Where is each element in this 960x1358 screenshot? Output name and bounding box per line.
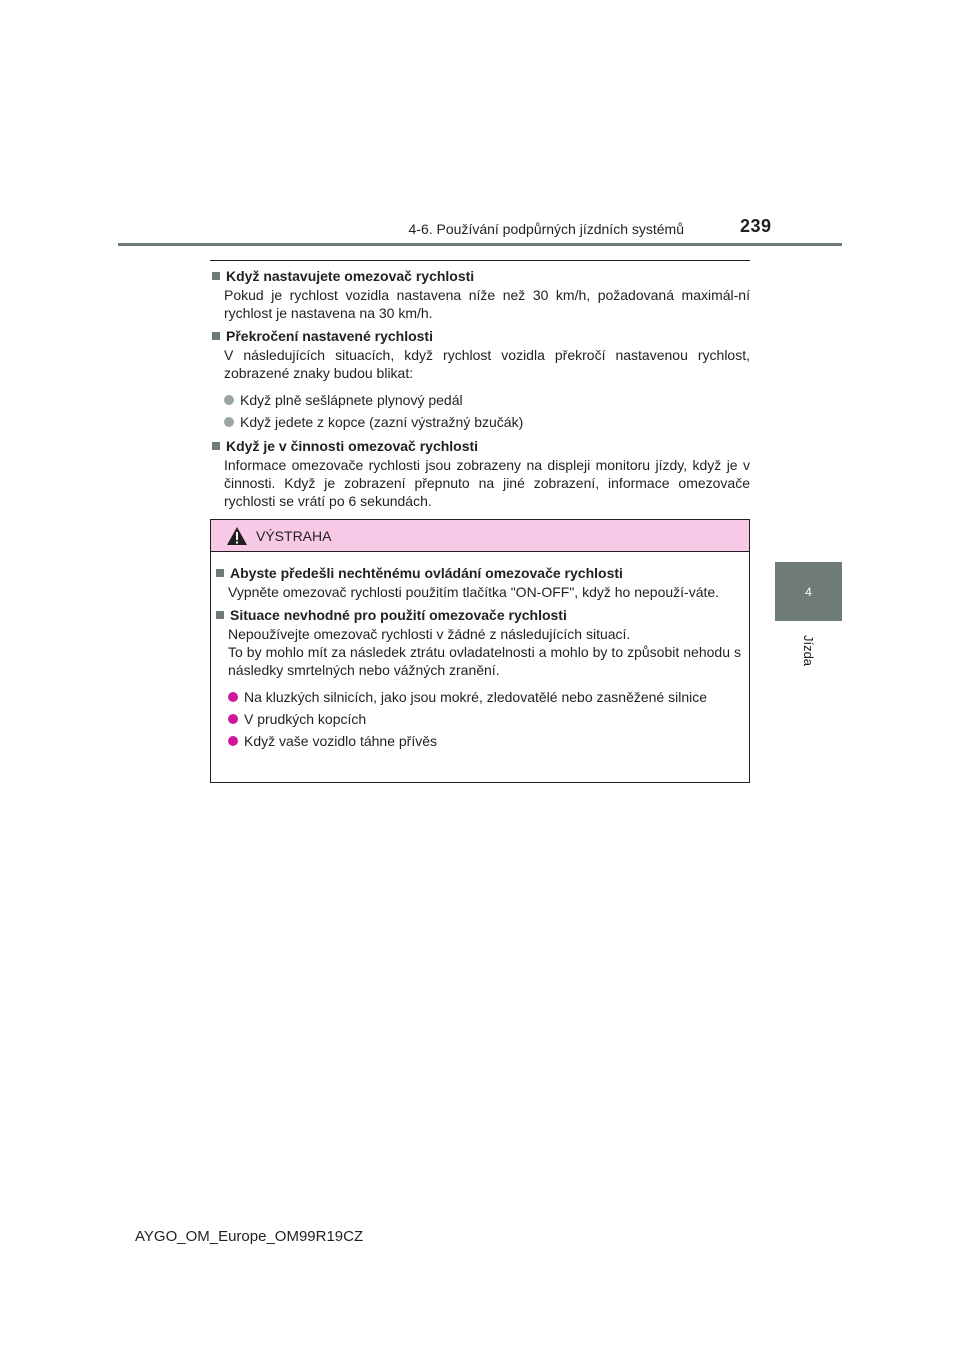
chapter-number: 4	[805, 584, 812, 599]
square-bullet-icon	[212, 332, 220, 340]
section-body: Pokud je rychlost vozidla nastavena níže než 30 km/h, požadovaná maximál-ní rychlost je nastavena na 30 km/h.	[224, 287, 750, 321]
section-heading-text: Když nastavujete omezovač rychlosti	[226, 268, 475, 284]
section-body: V následujících situacích, když rychlost vozidla překročí nastavenou rychlost, zobrazené znaky budou blikat:	[224, 347, 750, 381]
warning-title: VÝSTRAHA	[256, 527, 332, 544]
dot-bullet-icon	[228, 714, 238, 724]
list-item	[228, 711, 741, 727]
section-setting	[210, 266, 750, 322]
square-bullet-icon	[212, 272, 220, 280]
section-heading-text: Abyste předešli nechtěnému ovládání omezovače rychlosti	[230, 565, 623, 581]
section-body: Vypněte omezovač rychlosti použitím tlačítka "ON-OFF", když ho nepouží-váte.	[228, 584, 720, 600]
chapter-side-label	[775, 630, 842, 670]
dot-bullet-icon	[228, 692, 238, 702]
warning-box	[210, 519, 750, 783]
list-item-text: Když plně sešlápnete plynový pedál	[240, 392, 463, 408]
chapter-tab	[775, 562, 842, 621]
list-item-text: Na kluzkých silnicích, jako jsou mokré, zledovatělé nebo zasněžené silnice	[244, 689, 708, 705]
dot-bullet-icon	[224, 417, 234, 427]
section-heading	[210, 326, 750, 346]
section-body: Informace omezovače rychlosti jsou zobrazeny na displeji monitoru jízdy, když je v činnosti. Když je zobrazení přepnuto na jiné zobrazení, informace omezovače rychlosti se vrátí po 6 sekundách.	[224, 457, 750, 509]
list-item-text: Když vaše vozidlo táhne přívěs	[244, 733, 437, 749]
square-bullet-icon	[216, 569, 224, 577]
content	[210, 266, 750, 510]
list-item	[228, 733, 741, 749]
list-item-text: Když jedete z kopce (zazní výstražný bzučák)	[240, 414, 524, 430]
square-bullet-icon	[212, 442, 220, 450]
section-body: Nepoužívejte omezovač rychlosti v žádné z následujících situací.	[228, 626, 631, 642]
dot-bullet-icon	[224, 395, 234, 405]
warning-section	[211, 563, 741, 601]
section-heading-text: Když je v činnosti omezovač rychlosti	[226, 438, 479, 454]
warning-section	[211, 605, 741, 749]
warning-body	[211, 552, 749, 749]
section-body: To by mohlo mít za následek ztrátu ovladatelnosti a mohlo by to způsobit nehodu s následky smrtelných nebo vážných zranění.	[228, 644, 741, 678]
list-item-text: V prudkých kopcích	[244, 711, 367, 727]
section-heading-text: Situace nevhodné pro použití omezovače rychlosti	[230, 607, 567, 623]
list-item	[224, 392, 750, 408]
section-active	[210, 436, 750, 510]
section-heading	[214, 563, 741, 583]
page-number: 239	[740, 216, 772, 236]
section-heading	[214, 605, 741, 625]
warning-header	[211, 520, 749, 552]
footer-code: AYGO_OM_Europe_OM99R19CZ	[135, 1228, 364, 1245]
chapter-label: Jízda	[800, 634, 816, 666]
section-heading	[210, 266, 750, 286]
section-heading	[210, 436, 750, 456]
square-bullet-icon	[216, 611, 224, 619]
dot-bullet-icon	[228, 736, 238, 746]
list-item	[228, 689, 741, 705]
list-item	[224, 414, 750, 430]
section-heading-text: Překročení nastavené rychlosti	[226, 328, 433, 344]
section-exceeding	[210, 326, 750, 430]
content-rule	[210, 260, 750, 261]
header-title: 4-6. Používání podpůrných jízdních systémů	[408, 221, 684, 237]
header-rule	[118, 243, 842, 246]
warning-triangle-icon	[226, 526, 248, 546]
